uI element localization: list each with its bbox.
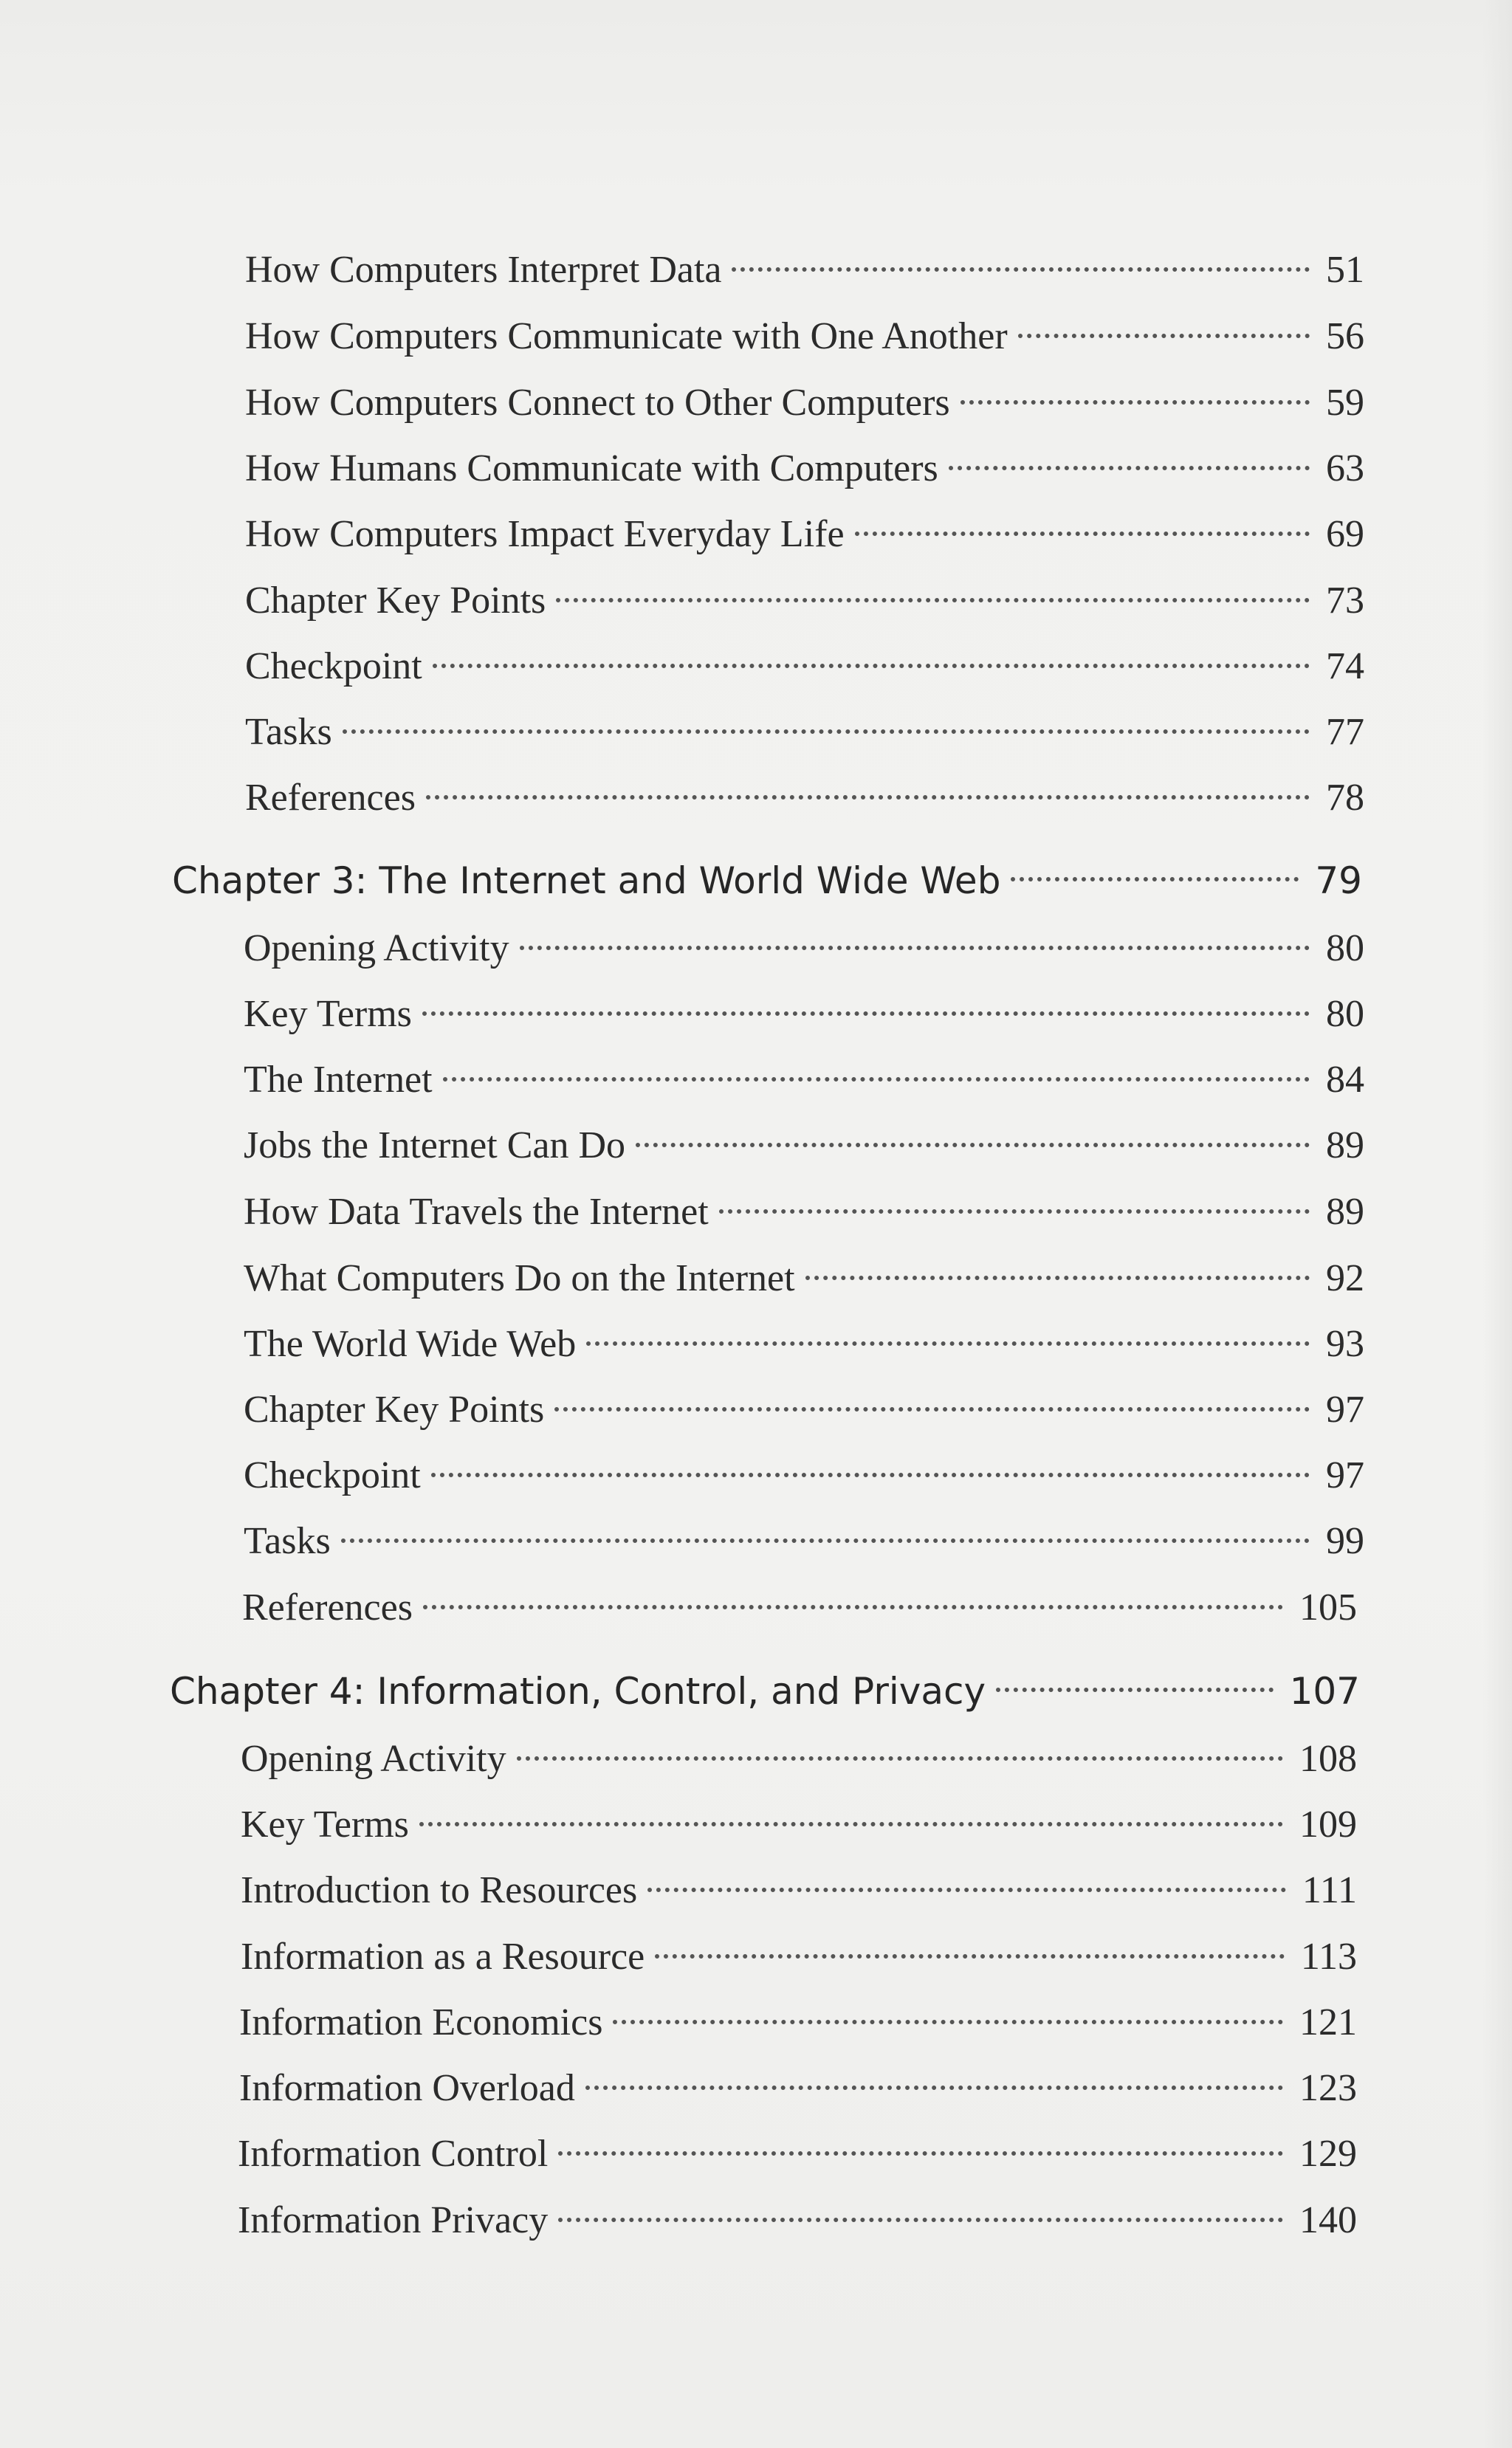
toc-entry-title: References	[245, 777, 416, 819]
toc-entry-title: Tasks	[244, 1520, 331, 1562]
toc-entry	[244, 1385, 1364, 1435]
toc-entry	[242, 1583, 1357, 1633]
toc-entry-title: How Computers Communicate with One Another	[245, 315, 1008, 357]
toc-entry-page: 97	[1326, 1389, 1364, 1431]
toc-entry	[238, 2196, 1357, 2246]
dot-leader	[341, 1538, 1310, 1543]
dot-leader	[520, 946, 1310, 950]
toc-entry	[241, 1734, 1357, 1784]
toc-entry-title: Jobs the Internet Can Do	[244, 1124, 626, 1166]
dot-leader	[1018, 334, 1310, 338]
toc-entry	[239, 2063, 1357, 2114]
toc-entry-title: Introduction to Resources	[241, 1869, 638, 1911]
dot-leader	[855, 532, 1310, 536]
dot-leader	[996, 1688, 1273, 1692]
toc-entry-page: 111	[1302, 1869, 1357, 1911]
toc-entry	[244, 1121, 1364, 1171]
toc-entry-page: 105	[1299, 1586, 1357, 1629]
dot-leader	[732, 267, 1310, 272]
toc-entry	[245, 312, 1364, 362]
dot-leader	[961, 400, 1310, 405]
toc-entry-page: 80	[1326, 927, 1364, 969]
toc-entry-page: 89	[1326, 1124, 1364, 1166]
toc-entry-page: 51	[1326, 249, 1364, 291]
toc-entry-page: 140	[1299, 2199, 1357, 2241]
toc-entry	[239, 1998, 1357, 2048]
dot-leader	[647, 1888, 1286, 1892]
toc-entry	[245, 444, 1364, 494]
toc-entry-page: 113	[1300, 1936, 1357, 1978]
toc-entry-title: References	[242, 1586, 413, 1629]
dot-leader	[1011, 877, 1299, 881]
toc-entry-title: Information Economics	[239, 2001, 603, 2043]
toc-entry	[245, 707, 1364, 757]
toc-entry-title: How Computers Connect to Other Computers	[245, 382, 950, 424]
toc-entry-title: Chapter Key Points	[244, 1389, 545, 1431]
toc-entry-page: 99	[1326, 1520, 1364, 1562]
toc-entry-page: 78	[1326, 777, 1364, 819]
dot-leader	[426, 795, 1310, 800]
toc-entry	[241, 1932, 1357, 1982]
toc-entry	[244, 1451, 1364, 1501]
toc-entry-title: Tasks	[245, 711, 332, 753]
dot-leader	[636, 1143, 1310, 1147]
toc-entry-page: 92	[1326, 1257, 1364, 1299]
dot-leader	[517, 1756, 1283, 1761]
toc-entry-title: Checkpoint	[245, 645, 422, 687]
dot-leader	[419, 1822, 1283, 1826]
toc-entry	[241, 1800, 1357, 1850]
toc-entry	[245, 245, 1364, 295]
toc-entry-title: Information as a Resource	[241, 1936, 645, 1978]
toc-entry-page: 84	[1326, 1059, 1364, 1101]
toc-entry-title: Opening Activity	[241, 1738, 506, 1780]
toc-entry-page: 121	[1299, 2001, 1357, 2043]
dot-leader	[443, 1077, 1310, 1082]
toc-entry-page: 89	[1326, 1191, 1364, 1233]
dot-leader	[558, 2218, 1283, 2222]
toc-entry-title: Information Privacy	[238, 2199, 549, 2241]
toc-entry-title: Key Terms	[241, 1804, 409, 1846]
dot-leader	[431, 1473, 1310, 1477]
toc-entry-page: 73	[1326, 580, 1364, 622]
toc-entry	[245, 773, 1364, 823]
toc-chapter-page: 79	[1315, 859, 1362, 902]
toc-entry-title: The World Wide Web	[244, 1323, 577, 1365]
dot-leader	[655, 1954, 1285, 1959]
toc-chapter-heading	[172, 855, 1362, 907]
dot-leader	[586, 1341, 1310, 1346]
toc-entry-title: Information Overload	[239, 2067, 575, 2109]
dot-leader	[433, 664, 1310, 668]
toc-entry	[244, 1187, 1364, 1237]
toc-entry-page: 74	[1326, 645, 1364, 687]
toc-entry-title: Information Control	[238, 2133, 549, 2175]
dot-leader	[719, 1209, 1310, 1214]
toc-entry-page: 93	[1326, 1323, 1364, 1365]
toc-entry-page: 109	[1299, 1804, 1357, 1846]
toc-entry	[241, 1866, 1357, 1916]
toc-entry	[245, 642, 1364, 692]
toc-entry-title: The Internet	[244, 1059, 433, 1101]
toc-entry	[244, 1055, 1364, 1105]
toc-entry-title: How Humans Communicate with Computers	[245, 447, 938, 489]
dot-leader	[805, 1276, 1310, 1280]
dot-leader	[558, 2151, 1283, 2156]
dot-leader	[949, 466, 1310, 470]
toc-entry	[238, 2129, 1357, 2179]
dot-leader	[613, 2020, 1283, 2024]
dot-leader	[554, 1407, 1310, 1412]
toc-entry	[244, 1516, 1364, 1567]
dot-leader	[556, 598, 1310, 602]
dot-leader	[422, 1011, 1310, 1016]
toc-entry-title: How Computers Interpret Data	[245, 249, 722, 291]
toc-entry-page: 129	[1299, 2133, 1357, 2175]
toc-entry-page: 69	[1326, 513, 1364, 555]
toc-entry	[244, 1319, 1364, 1369]
toc-entry-title: How Computers Impact Everyday Life	[245, 513, 845, 555]
toc-entry-title: Opening Activity	[244, 927, 509, 969]
toc-entry	[245, 576, 1364, 626]
toc-entry-page: 108	[1299, 1738, 1357, 1780]
toc-entry-title: Checkpoint	[244, 1454, 421, 1496]
toc-chapter-title: Chapter 4: Information, Control, and Privacy	[170, 1670, 986, 1713]
toc-entry	[244, 1254, 1364, 1304]
toc-entry	[244, 989, 1364, 1039]
dot-leader	[343, 729, 1310, 734]
toc-entry-title: Chapter Key Points	[245, 580, 546, 622]
toc-chapter-page: 107	[1289, 1670, 1360, 1713]
toc-entry-page: 123	[1299, 2067, 1357, 2109]
toc-entry-page: 77	[1326, 711, 1364, 753]
toc-entry	[245, 509, 1364, 560]
toc-entry-title: What Computers Do on the Internet	[244, 1257, 795, 1299]
toc-entry-page: 80	[1326, 993, 1364, 1035]
toc-entry-title: Key Terms	[244, 993, 412, 1035]
toc-chapter-heading	[170, 1665, 1360, 1717]
toc-entry	[244, 924, 1364, 974]
dot-leader	[585, 2086, 1283, 2090]
toc-chapter-title: Chapter 3: The Internet and World Wide Web	[172, 859, 1001, 902]
toc-entry-page: 63	[1326, 447, 1364, 489]
toc-entry-page: 56	[1326, 315, 1364, 357]
toc-entry-page: 97	[1326, 1454, 1364, 1496]
toc-entry-page: 59	[1326, 382, 1364, 424]
dot-leader	[423, 1605, 1283, 1609]
toc-entry-title: How Data Travels the Internet	[244, 1191, 709, 1233]
toc-entry	[245, 378, 1364, 428]
